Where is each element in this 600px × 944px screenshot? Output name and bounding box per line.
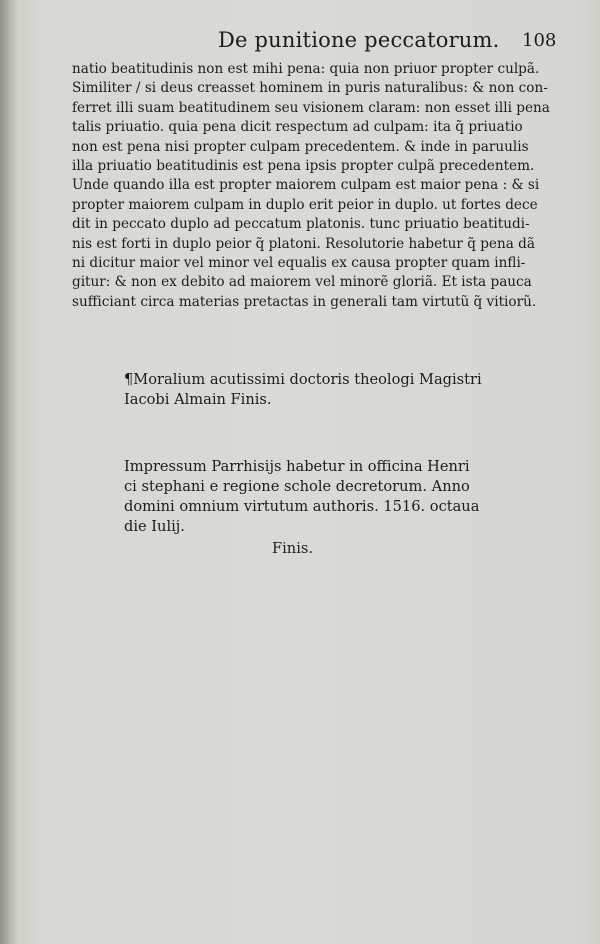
text-line: ferret illi suam beatitudinem seu visionem claram: non esset illi pena bbox=[72, 99, 550, 116]
imprint-line: die Iulij. bbox=[124, 518, 185, 535]
colophon-line: ¶Moralium acutissimi doctoris theologi Magistri bbox=[124, 371, 482, 388]
text-line: nis est forti in duplo peior q̃ platoni. Resolutorie habetur q̃ pena dã bbox=[72, 235, 535, 252]
folio-number: 108 bbox=[522, 30, 557, 51]
text-line: natio beatitudinis non est mihi pena: quia non priuor propter culpã. bbox=[72, 61, 540, 77]
colophon bbox=[124, 370, 544, 410]
text-line: dit in peccato duplo ad peccatum platonis. tunc priuatio beatitudi- bbox=[72, 216, 530, 233]
finis-mark: Finis. bbox=[272, 540, 313, 557]
text-line: propter maiorem culpam in duplo erit peior in duplo. ut fortes dece bbox=[72, 196, 538, 213]
text-line: illa priuatio beatitudinis est pena ipsis propter culpã precedentem. bbox=[72, 158, 535, 175]
colophon-line: Iacobi Almain Finis. bbox=[124, 391, 272, 408]
text-line: non est pena nisi propter culpam precedentem. & inde in paruulis bbox=[72, 138, 529, 155]
text-line: gitur: & non ex debito ad maiorem vel minorẽ gloriã. Et ista pauca bbox=[72, 274, 532, 291]
imprint-line: ci stephani e regione schole decretorum. Anno bbox=[124, 478, 470, 495]
body-text bbox=[72, 60, 578, 312]
text-line: sufficiant circa materias pretactas in generali tam virtutũ q̃ vitiorũ. bbox=[72, 293, 537, 310]
text-line: talis priuatio. quia pena dicit respectum ad culpam: ita q̃ priuatio bbox=[72, 119, 523, 136]
text-line: Unde quando illa est propter maiorem culpam est maior pena : & si bbox=[72, 177, 540, 194]
imprint-line: domini omnium virtutum authoris. 1516. octaua bbox=[124, 498, 480, 515]
page-header bbox=[0, 28, 600, 58]
imprint-line: Impressum Parrhisijs habetur in officina Henri bbox=[124, 458, 470, 475]
text-line: Similiter / si deus creasset hominem in puris naturalibus: & non con- bbox=[72, 80, 548, 97]
text-line: ni dicitur maior vel minor vel equalis ex causa propter quam infli- bbox=[72, 255, 526, 272]
printer-imprint bbox=[124, 457, 544, 537]
binding-gutter bbox=[0, 0, 18, 944]
running-head: De punitione peccatorum. bbox=[218, 28, 500, 52]
